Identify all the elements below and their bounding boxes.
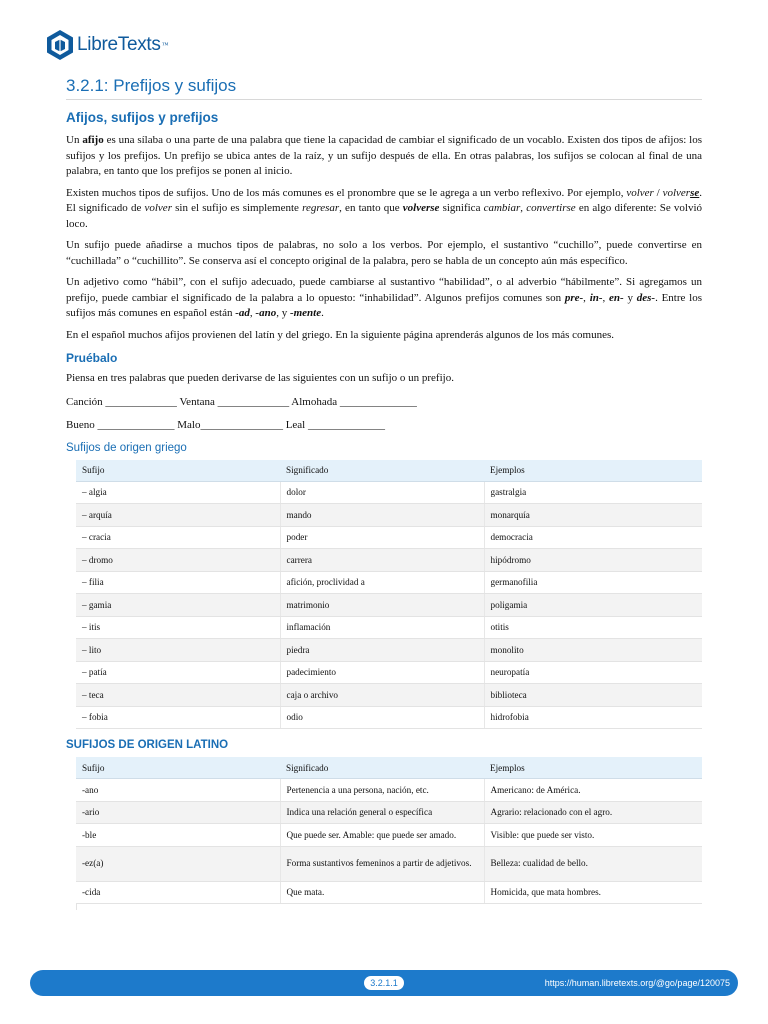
pruebalo-instruction: Piensa en tres palabras que pueden derivarse de las siguientes con un sufijo o un prefijo. (66, 372, 454, 384)
table-cell: poder (280, 526, 484, 549)
table-cell: – algia (76, 481, 280, 504)
table-cell: – lito (76, 639, 280, 662)
pruebalo-title: Pruébalo (66, 351, 118, 365)
pruebalo-line-2: Bueno ______________ Malo_______________ Leal ______________ (66, 419, 385, 431)
table-cell: poligamia (484, 594, 702, 617)
paragraph-sufijos: Existen muchos tipos de sufijos. Uno de los más comunes es el pronombre que se le agrega a un verbo reflexivo. Por ejemplo, volver / volverse. El significado de volver sin el sufijo es simplemente regresar, en tanto que volverse significa cambiar, convertirse en algo diferente: Se volvió loco. (66, 186, 702, 230)
table-row (76, 661, 702, 684)
table-cell: monarquía (484, 504, 702, 527)
page-url-link[interactable]: https://human.libretexts.org/@go/page/120075 (544, 978, 730, 988)
latin-suffix-table (76, 757, 702, 904)
table-cell: – arquía (76, 504, 280, 527)
table-row (76, 706, 702, 729)
column-header: Significado (280, 460, 484, 482)
table-row (76, 881, 702, 904)
table-cell: odio (280, 706, 484, 729)
table-row (76, 594, 702, 617)
table-cell: gastralgia (484, 481, 702, 504)
table-row (76, 779, 702, 802)
table-cell: inflamación (280, 616, 484, 639)
table-cell: Agrario: relacionado con el agro. (484, 801, 702, 824)
table-row (76, 639, 702, 662)
table-cell: democracia (484, 526, 702, 549)
table-cell: biblioteca (484, 684, 702, 707)
table-cell: – itis (76, 616, 280, 639)
table-cell: Que puede ser. Amable: que puede ser amado. (280, 824, 484, 847)
table-cell: caja o archivo (280, 684, 484, 707)
table-row (76, 571, 702, 594)
table-cell: -ano (76, 779, 280, 802)
table-cell: – filia (76, 571, 280, 594)
table-cell: hipódromo (484, 549, 702, 572)
table-cell: neuropatía (484, 661, 702, 684)
table-cell: Homicida, que mata hombres. (484, 881, 702, 904)
page-title: 3.2.1: Prefijos y sufijos (66, 76, 702, 100)
paragraph-origen: En el español muchos afijos provienen del latín y del griego. En la siguiente página aprenderás algunos de los más comunes. (66, 328, 615, 341)
table-cell: – fobia (76, 706, 280, 729)
table-cell: mando (280, 504, 484, 527)
paragraph-cuchillo: Un sufijo puede añadirse a muchos tipos de palabras, no solo a los verbos. Por ejemplo, el sustantivo “cuchillo”, puede convertirse en “cuchillada” o “cuchillito”. Se conserva así el concepto original de la palabra, pero se habla de un concepto aún más específico. (66, 239, 702, 267)
table-cell: Belleza: cualidad de bello. (484, 846, 702, 881)
table-row (76, 481, 702, 504)
table-cell: – gamia (76, 594, 280, 617)
table-cell: Forma sustantivos femeninos a partir de adjetivos. (280, 846, 484, 881)
table-cell: otitis (484, 616, 702, 639)
table-cell: – teca (76, 684, 280, 707)
table-header-row (76, 757, 702, 779)
paragraph-afijo: Un afijo es una sílaba o una parte de una palabra que tiene la capacidad de cambiar el significado de un vocablo. Existen dos tipos de afijos: los sufijos y los prefijos. Un prefijo se ubica antes de la raíz, y un sufijo después de ella. En otras palabras, los sufijos se colocan al final de una palabra, en tanto que los prefijos se ponen al inicio. (66, 134, 702, 177)
table-header-row (76, 460, 702, 482)
table-row (76, 549, 702, 572)
table-cell: -ble (76, 824, 280, 847)
table-cell: Visible: que puede ser visto. (484, 824, 702, 847)
libretexts-logo-icon (46, 29, 74, 61)
table-cell: Pertenencia a una persona, nación, etc. (280, 779, 484, 802)
section-title: Afijos, sufijos y prefijos (66, 110, 219, 125)
table-cell: -ez(a) (76, 846, 280, 881)
table-cell: – patía (76, 661, 280, 684)
table-row (76, 824, 702, 847)
table-row (76, 526, 702, 549)
table-cell: carrera (280, 549, 484, 572)
libretexts-logo[interactable] (46, 28, 168, 62)
table-cell: monolito (484, 639, 702, 662)
table-cell: dolor (280, 481, 484, 504)
table-cell: -cida (76, 881, 280, 904)
main-content (66, 110, 702, 910)
table-cell: – cracia (76, 526, 280, 549)
column-header: Sufijo (76, 757, 280, 779)
table-row (76, 684, 702, 707)
column-header: Ejemplos (484, 460, 702, 482)
greek-suffix-table (76, 460, 702, 730)
table-cell: – dromo (76, 549, 280, 572)
column-header: Ejemplos (484, 757, 702, 779)
brand-trademark: ™ (161, 41, 169, 49)
column-header: Sufijo (76, 460, 280, 482)
table-cell: Que mata. (280, 881, 484, 904)
table-cell: matrimonio (280, 594, 484, 617)
table-cell: germanofilia (484, 571, 702, 594)
paragraph-prefijos: Un adjetivo como “hábil”, con el sufijo adecuado, puede cambiarse al sustantivo “habilidad”, o al adverbio “hábilmente”. Si agregamos un prefijo, puede cambiar el significado de la palabra a lo opuesto: “inhabilidad”. Algunos prefijos comunes son pre-, in-, en- y des-. Entre los sufijos más comunes en español están -ad, -ano, y -mente. (66, 276, 703, 319)
table-row (76, 616, 702, 639)
table-cell: piedra (280, 639, 484, 662)
table-row (76, 846, 702, 881)
table-cell: Americano: de América. (484, 779, 702, 802)
table-cell: hidrofobia (484, 706, 702, 729)
table-cell: -ario (76, 801, 280, 824)
table-cell: afición, proclividad a (280, 571, 484, 594)
table-continuation (76, 904, 702, 910)
table-cell: padecimiento (280, 661, 484, 684)
page-number-badge: 3.2.1.1 (364, 976, 404, 990)
latin-table-title: SUFIJOS DE ORIGEN LATINO (66, 739, 229, 751)
page-footer (30, 970, 738, 996)
greek-table-title: Sufijos de origen griego (66, 441, 187, 454)
brand-name: LibreTexts (77, 34, 161, 55)
table-row (76, 801, 702, 824)
pruebalo-line-1: Canción _____________ Ventana _____________ Almohada ______________ (66, 395, 417, 408)
table-row (76, 504, 702, 527)
column-header: Significado (280, 757, 484, 779)
table-cell: Indica una relación general o específica (280, 801, 484, 824)
